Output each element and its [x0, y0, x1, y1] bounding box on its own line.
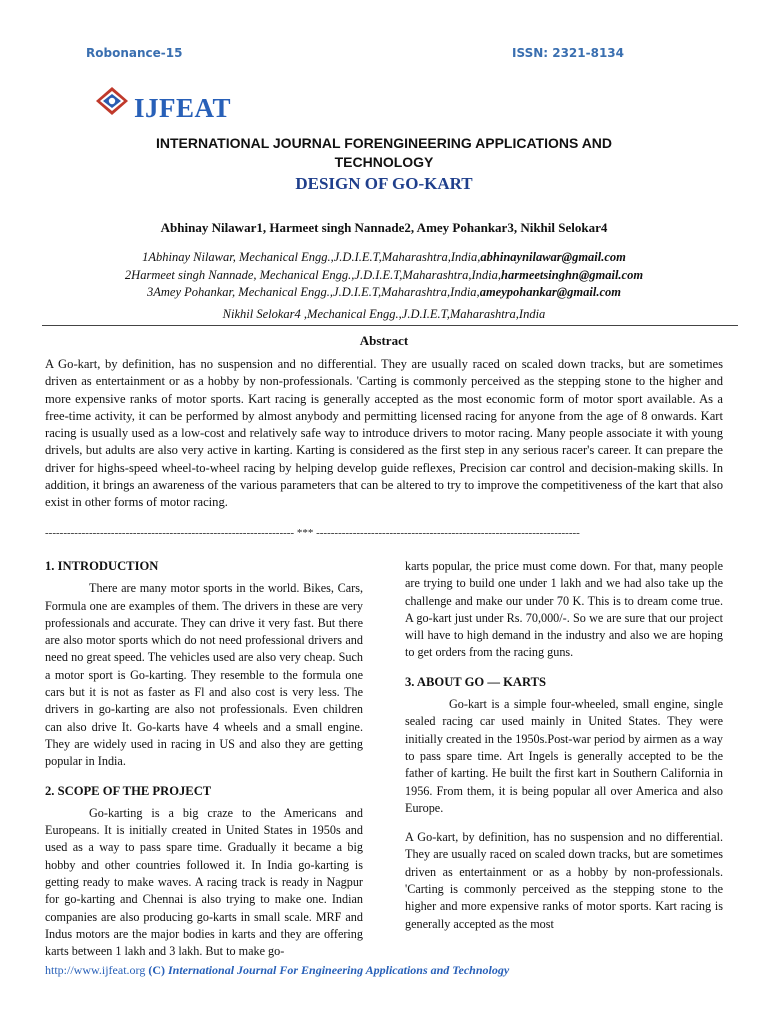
paper-title: DESIGN OF GO-KART — [295, 174, 473, 193]
issn-number: ISSN: 2321-8134 — [512, 46, 625, 60]
author-email-2[interactable]: harmeetsinghn@gmail.com — [501, 268, 644, 282]
section-heading-about-go-karts: 3. ABOUT GO — KARTS — [405, 674, 547, 689]
section-separator: -------------------------------------------------------------------- *** ------------------------------------------------------------------------ — [45, 527, 580, 539]
abstract-body: A Go-kart, by definition, has no suspension and no differential. They are usually raced on scaled down tracks, but are sometimes driven as entertainment or as a hobby by non-professionals. 'Carting is commonly perceived as the stepping stone to the higher and more expensive ranks of motor sports. Kart racing is generally accepted as the most economic form of motor sport available. As a free-time activity, it can be performed by almost anybody and permitting licensed racing for anyone from the age of 8 onwards. Kart racing is usually used as a low-cost and relatively safe way to introduce drivers to motor racing. Many people associate it with young drivels, but adults are also very active in karting. Karting is considered as the first step in any serious racer's career. It can prepare the driver for highs-speed wheel-to-wheel racing by helping develop guide reflexes, Precision car control and decision-making skills. In addition, it brings an awareness of the various parameters that can be altered to try to improve the competitiveness of the kart that also exist in other forms of motor racing. — [45, 357, 723, 510]
introduction-body: There are many motor sports in the world. Bikes, Cars, Formula one are examples of them. The drivers in these are very professionals and accurate. They can drive it very fast. But there are also motor sports which do not need professional drivers and need no great speed. The vehicles used are also very cheap. Such a motor sport is Go-karting. They resemble to the formula one cars but it is not as faster as Fl and also cost is very less. The drivers in go-karting are also not professionals. Even children can also drive It. Go-karts have 4 wheels and a small engine. They are widely used in racing in US and also they are getting popular in India. — [45, 581, 363, 769]
journal-brand: IJFEAT — [134, 93, 232, 123]
scope-body: Go-karting is a big craze to the Americans and Europeans. It is initially created in United States in 1950s and used as a way to pass spare time. Gradually it became a big hobby and other countries followed it. In India go-karting is getting ready to make waves. A racing track is ready in Nagpur for go-karting and Chennai is also trying to make one. Indian companies are also producing go-karts in small scale. MRF and Indus motors are the major bodies in karts and they are offering karts between 1 lakh and 3 lakh. But to make go- — [45, 805, 363, 959]
author-email-1[interactable]: abhinaynilawar@gmail.com — [480, 250, 626, 264]
section-heading-scope: 2. SCOPE OF THE PROJECT — [45, 783, 212, 798]
section-heading-introduction: 1. INTRODUCTION — [45, 559, 159, 573]
abstract-heading: Abstract — [359, 333, 409, 348]
author-email-3[interactable]: ameypohankar@gmail.com — [479, 285, 621, 299]
journal-name-line1: INTERNATIONAL JOURNAL FORENGINEERING APPLICATIONS AND — [155, 135, 613, 151]
header-divider — [42, 325, 738, 326]
affiliation-4: Nikhil Selokar4 ,Mechanical Engg.,J.D.I.E.T,Maharashtra,India — [222, 307, 546, 321]
conference-name: Robonance-15 — [86, 46, 183, 60]
left-column — [45, 558, 363, 973]
affiliation-2: 2Harmeet singh Nannade, Mechanical Engg.,J.D.I.E.T,Maharashtra,India,harmeetsinghn@gmail.com — [124, 268, 644, 282]
footer-journal-name: International Journal For Engineering Applications and Technology — [168, 963, 510, 977]
journal-name — [100, 134, 668, 172]
scope-body-continued: karts popular, the price must come down. For that, many people are trying to build one under 1 lakh and we had also take up the challenge and make our under 70 K. This is to dream come true. A go-kart just under Rs. 70,000/-. So we are sure that our project will have to high demand in the industry and also we are hoping to get orders from the racing guns. — [405, 559, 723, 660]
page-footer — [45, 963, 509, 978]
right-column — [405, 558, 723, 945]
journal-url-link[interactable]: http://www.ijfeat.org — [45, 963, 146, 977]
affiliation-1: 1Abhinay Nilawar, Mechanical Engg.,J.D.I.E.T,Maharashtra,India,abhinaynilawar@gmail.com — [142, 250, 626, 264]
copyright-mark: (C) — [148, 963, 165, 977]
affiliation-3: 3Amey Pohankar, Mechanical Engg.,J.D.I.E.T,Maharashtra,India,ameypohankar@gmail.com — [146, 285, 621, 299]
ijfeat-logo-icon — [94, 86, 130, 116]
journal-name-line2: TECHNOLOGY — [334, 154, 434, 170]
paper-authors: Abhinay Nilawar1, Harmeet singh Nannade2, Amey Pohankar3, Nikhil Selokar4 — [160, 220, 608, 235]
about-go-karts-body-2: A Go-kart, by definition, has no suspension and no differential. They are usually raced on scaled down tracks, but are sometimes driven as entertainment or as a hobby by non-professionals. 'Carting is commonly perceived as the stepping stone to the higher and more expensive ranks of motor sports. Kart racing is generally accepted as the most — [405, 830, 723, 931]
about-go-karts-body-1: Go-kart is a simple four-wheeled, small engine, single sealed racing car used mainly in United States. They were initially created in the 1950s.Post-war period by airmen as a way to pass spare time. Art Ingels is generally accepted to be the father of karting. He built the first kart in Southern California in 1956. From them, it is being popular all over America and also Europe. — [405, 697, 723, 815]
